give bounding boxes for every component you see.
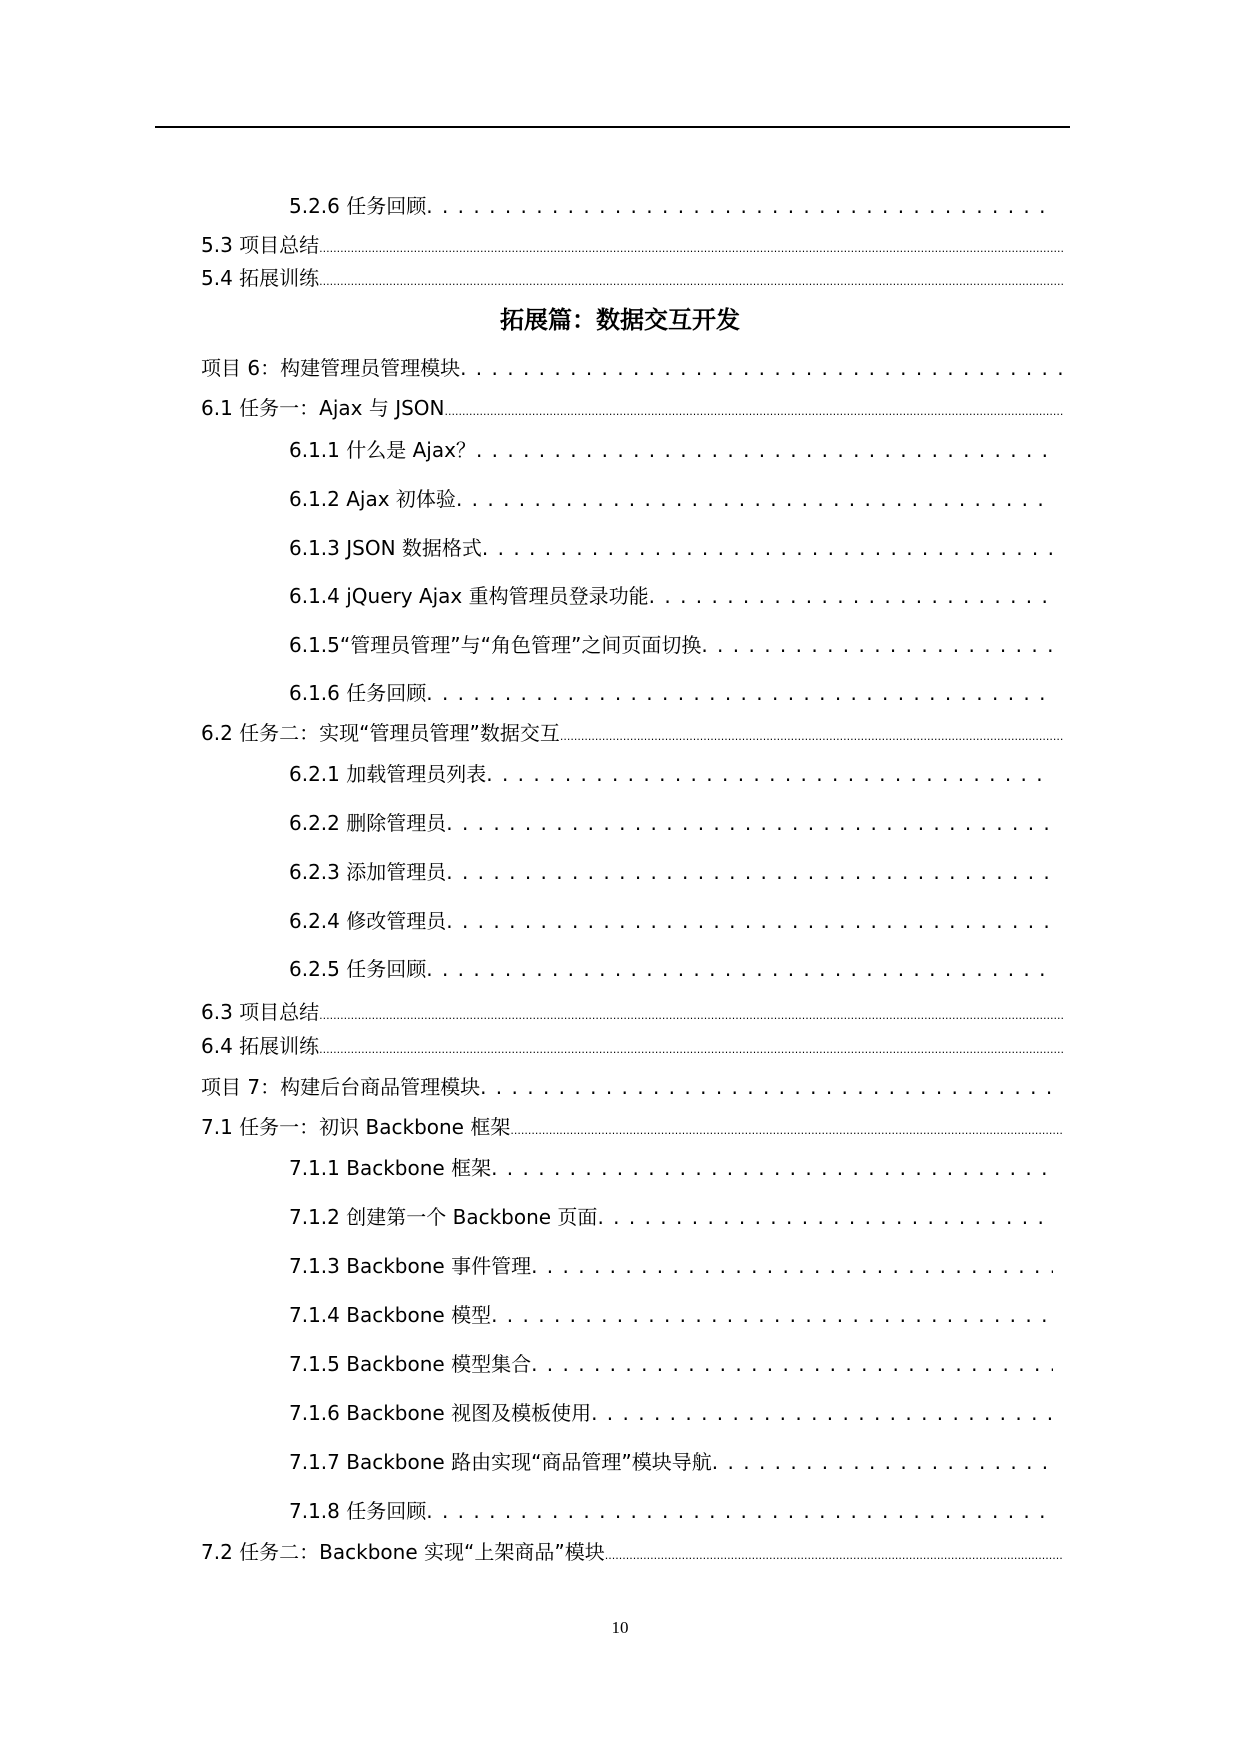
toc-entry-7-1[interactable]	[201, 1111, 1063, 1141]
dot-leader	[531, 1352, 1053, 1376]
toc-entry-label: 6.1.1 什么是 Ajax？	[289, 438, 476, 462]
dot-leader	[491, 1156, 1053, 1180]
toc-entry-label: 7.1.5 Backbone 模型集合	[289, 1352, 532, 1376]
toc-entry-label: 6.1.2 Ajax 初体验	[289, 487, 456, 511]
toc-entry-5-4[interactable]	[201, 262, 1063, 292]
toc-entry-label: 7.1.1 Backbone 框架	[289, 1156, 492, 1180]
toc-entry-6-4[interactable]	[201, 1030, 1063, 1060]
toc-entry-label: 7.1.4 Backbone 模型	[289, 1303, 492, 1327]
dot-leader	[446, 811, 1053, 835]
toc-entry-label: 7.1.3 Backbone 事件管理	[289, 1254, 532, 1278]
toc-entry-5-2-6[interactable]	[289, 190, 1053, 220]
toc-entry-label: 7.1.2 创建第一个 Backbone 页面	[289, 1205, 598, 1229]
toc-entry-label: 6.2 任务二：实现“管理员管理”数据交互	[201, 721, 560, 745]
toc-entry-label: 5.2.6 任务回顾	[289, 194, 427, 218]
toc-entry-label: 7.1.8 任务回顾	[289, 1499, 427, 1523]
dot-leader	[445, 396, 1063, 420]
toc-entry-6-1-6[interactable]	[289, 677, 1053, 707]
dot-leader	[605, 1540, 1063, 1564]
toc-entry-7-1-7[interactable]	[289, 1446, 1053, 1476]
dot-leader	[319, 1034, 1063, 1058]
toc-entry-label: 7.1 任务一：初识 Backbone 框架	[201, 1115, 511, 1139]
dot-leader	[482, 536, 1053, 560]
toc-entry-label: 6.3 项目总结	[201, 1000, 320, 1024]
toc-entry-label: 6.1.3 JSON 数据格式	[289, 536, 482, 560]
toc-entry-project-6[interactable]	[201, 352, 1063, 382]
page-number: 10	[611, 1618, 629, 1637]
dot-leader	[480, 1075, 1063, 1099]
dot-leader	[426, 681, 1053, 705]
dot-leader	[426, 1499, 1053, 1523]
toc-entry-label: 7.2 任务二：Backbone 实现“上架商品”模块	[201, 1540, 605, 1564]
toc-entry-6-1[interactable]	[201, 392, 1063, 422]
dot-leader	[597, 1205, 1053, 1229]
toc-entry-project-7[interactable]	[201, 1071, 1063, 1101]
dot-leader	[591, 1401, 1053, 1425]
toc-entry-label: 7.1.7 Backbone 路由实现“商品管理”模块导航	[289, 1450, 712, 1474]
toc-entry-7-1-5[interactable]	[289, 1348, 1053, 1378]
toc-entry-6-1-4[interactable]	[289, 580, 1053, 610]
toc-entry-label: 6.1.4 jQuery Ajax 重构管理员登录功能	[289, 584, 649, 608]
toc-entry-label: 5.4 拓展训练	[201, 266, 320, 290]
toc-entry-7-2[interactable]	[201, 1536, 1063, 1566]
toc-entry-7-1-1[interactable]	[289, 1152, 1053, 1182]
toc-entry-7-1-3[interactable]	[289, 1250, 1053, 1280]
dot-leader	[446, 909, 1053, 933]
toc-entry-6-2-4[interactable]	[289, 905, 1053, 935]
toc-entry-label: 6.2.1 加载管理员列表	[289, 762, 487, 786]
toc-entry-6-3[interactable]	[201, 996, 1063, 1026]
toc-entry-label: 6.1.5“管理员管理”与“角色管理”之间页面切换	[289, 633, 702, 657]
dot-leader	[486, 762, 1053, 786]
toc-entry-6-1-2[interactable]	[289, 483, 1053, 513]
dot-leader	[510, 1115, 1063, 1139]
toc-entry-label: 6.2.4 修改管理员	[289, 909, 447, 933]
toc-entry-6-2[interactable]	[201, 717, 1063, 747]
toc-entry-label: 6.4 拓展训练	[201, 1034, 320, 1058]
toc-entry-label: 6.2.2 删除管理员	[289, 811, 447, 835]
dot-leader	[319, 1000, 1063, 1024]
dot-leader	[712, 1450, 1053, 1474]
toc-entry-7-1-4[interactable]	[289, 1299, 1053, 1329]
toc-entry-label: 6.1 任务一：Ajax 与 JSON	[201, 396, 445, 420]
toc-entry-6-1-3[interactable]	[289, 532, 1053, 562]
toc-entry-7-1-6[interactable]	[289, 1397, 1053, 1427]
dot-leader	[531, 1254, 1053, 1278]
dot-leader	[319, 233, 1063, 257]
dot-leader	[476, 438, 1053, 462]
dot-leader	[701, 633, 1053, 657]
toc-entry-label: 项目 6：构建管理员管理模块	[201, 356, 461, 380]
header-rule	[155, 126, 1070, 128]
toc-entry-5-3[interactable]	[201, 229, 1063, 259]
dot-leader	[446, 860, 1053, 884]
toc-entry-6-2-5[interactable]	[289, 953, 1053, 983]
toc-entry-6-2-1[interactable]	[289, 758, 1053, 788]
dot-leader	[460, 356, 1063, 380]
toc-entry-6-1-1[interactable]	[289, 434, 1053, 464]
toc-entry-6-2-3[interactable]	[289, 856, 1053, 886]
dot-leader	[649, 584, 1053, 608]
toc-entry-label: 项目 7：构建后台商品管理模块	[201, 1075, 481, 1099]
dot-leader	[426, 957, 1053, 981]
toc-entry-6-2-2[interactable]	[289, 807, 1053, 837]
dot-leader	[491, 1303, 1053, 1327]
toc-entry-7-1-2[interactable]	[289, 1201, 1053, 1231]
part-title: 拓展篇：数据交互开发	[500, 306, 740, 334]
dot-leader	[426, 194, 1053, 218]
toc-entry-6-1-5[interactable]	[289, 629, 1053, 659]
dot-leader	[560, 721, 1063, 745]
toc-entry-label: 5.3 项目总结	[201, 233, 320, 257]
toc-entry-label: 6.1.6 任务回顾	[289, 681, 427, 705]
dot-leader	[319, 266, 1063, 290]
dot-leader	[456, 487, 1053, 511]
toc-entry-label: 6.2.3 添加管理员	[289, 860, 447, 884]
toc-entry-7-1-8[interactable]	[289, 1495, 1053, 1525]
toc-entry-label: 6.2.5 任务回顾	[289, 957, 427, 981]
toc-entry-label: 7.1.6 Backbone 视图及模板使用	[289, 1401, 592, 1425]
